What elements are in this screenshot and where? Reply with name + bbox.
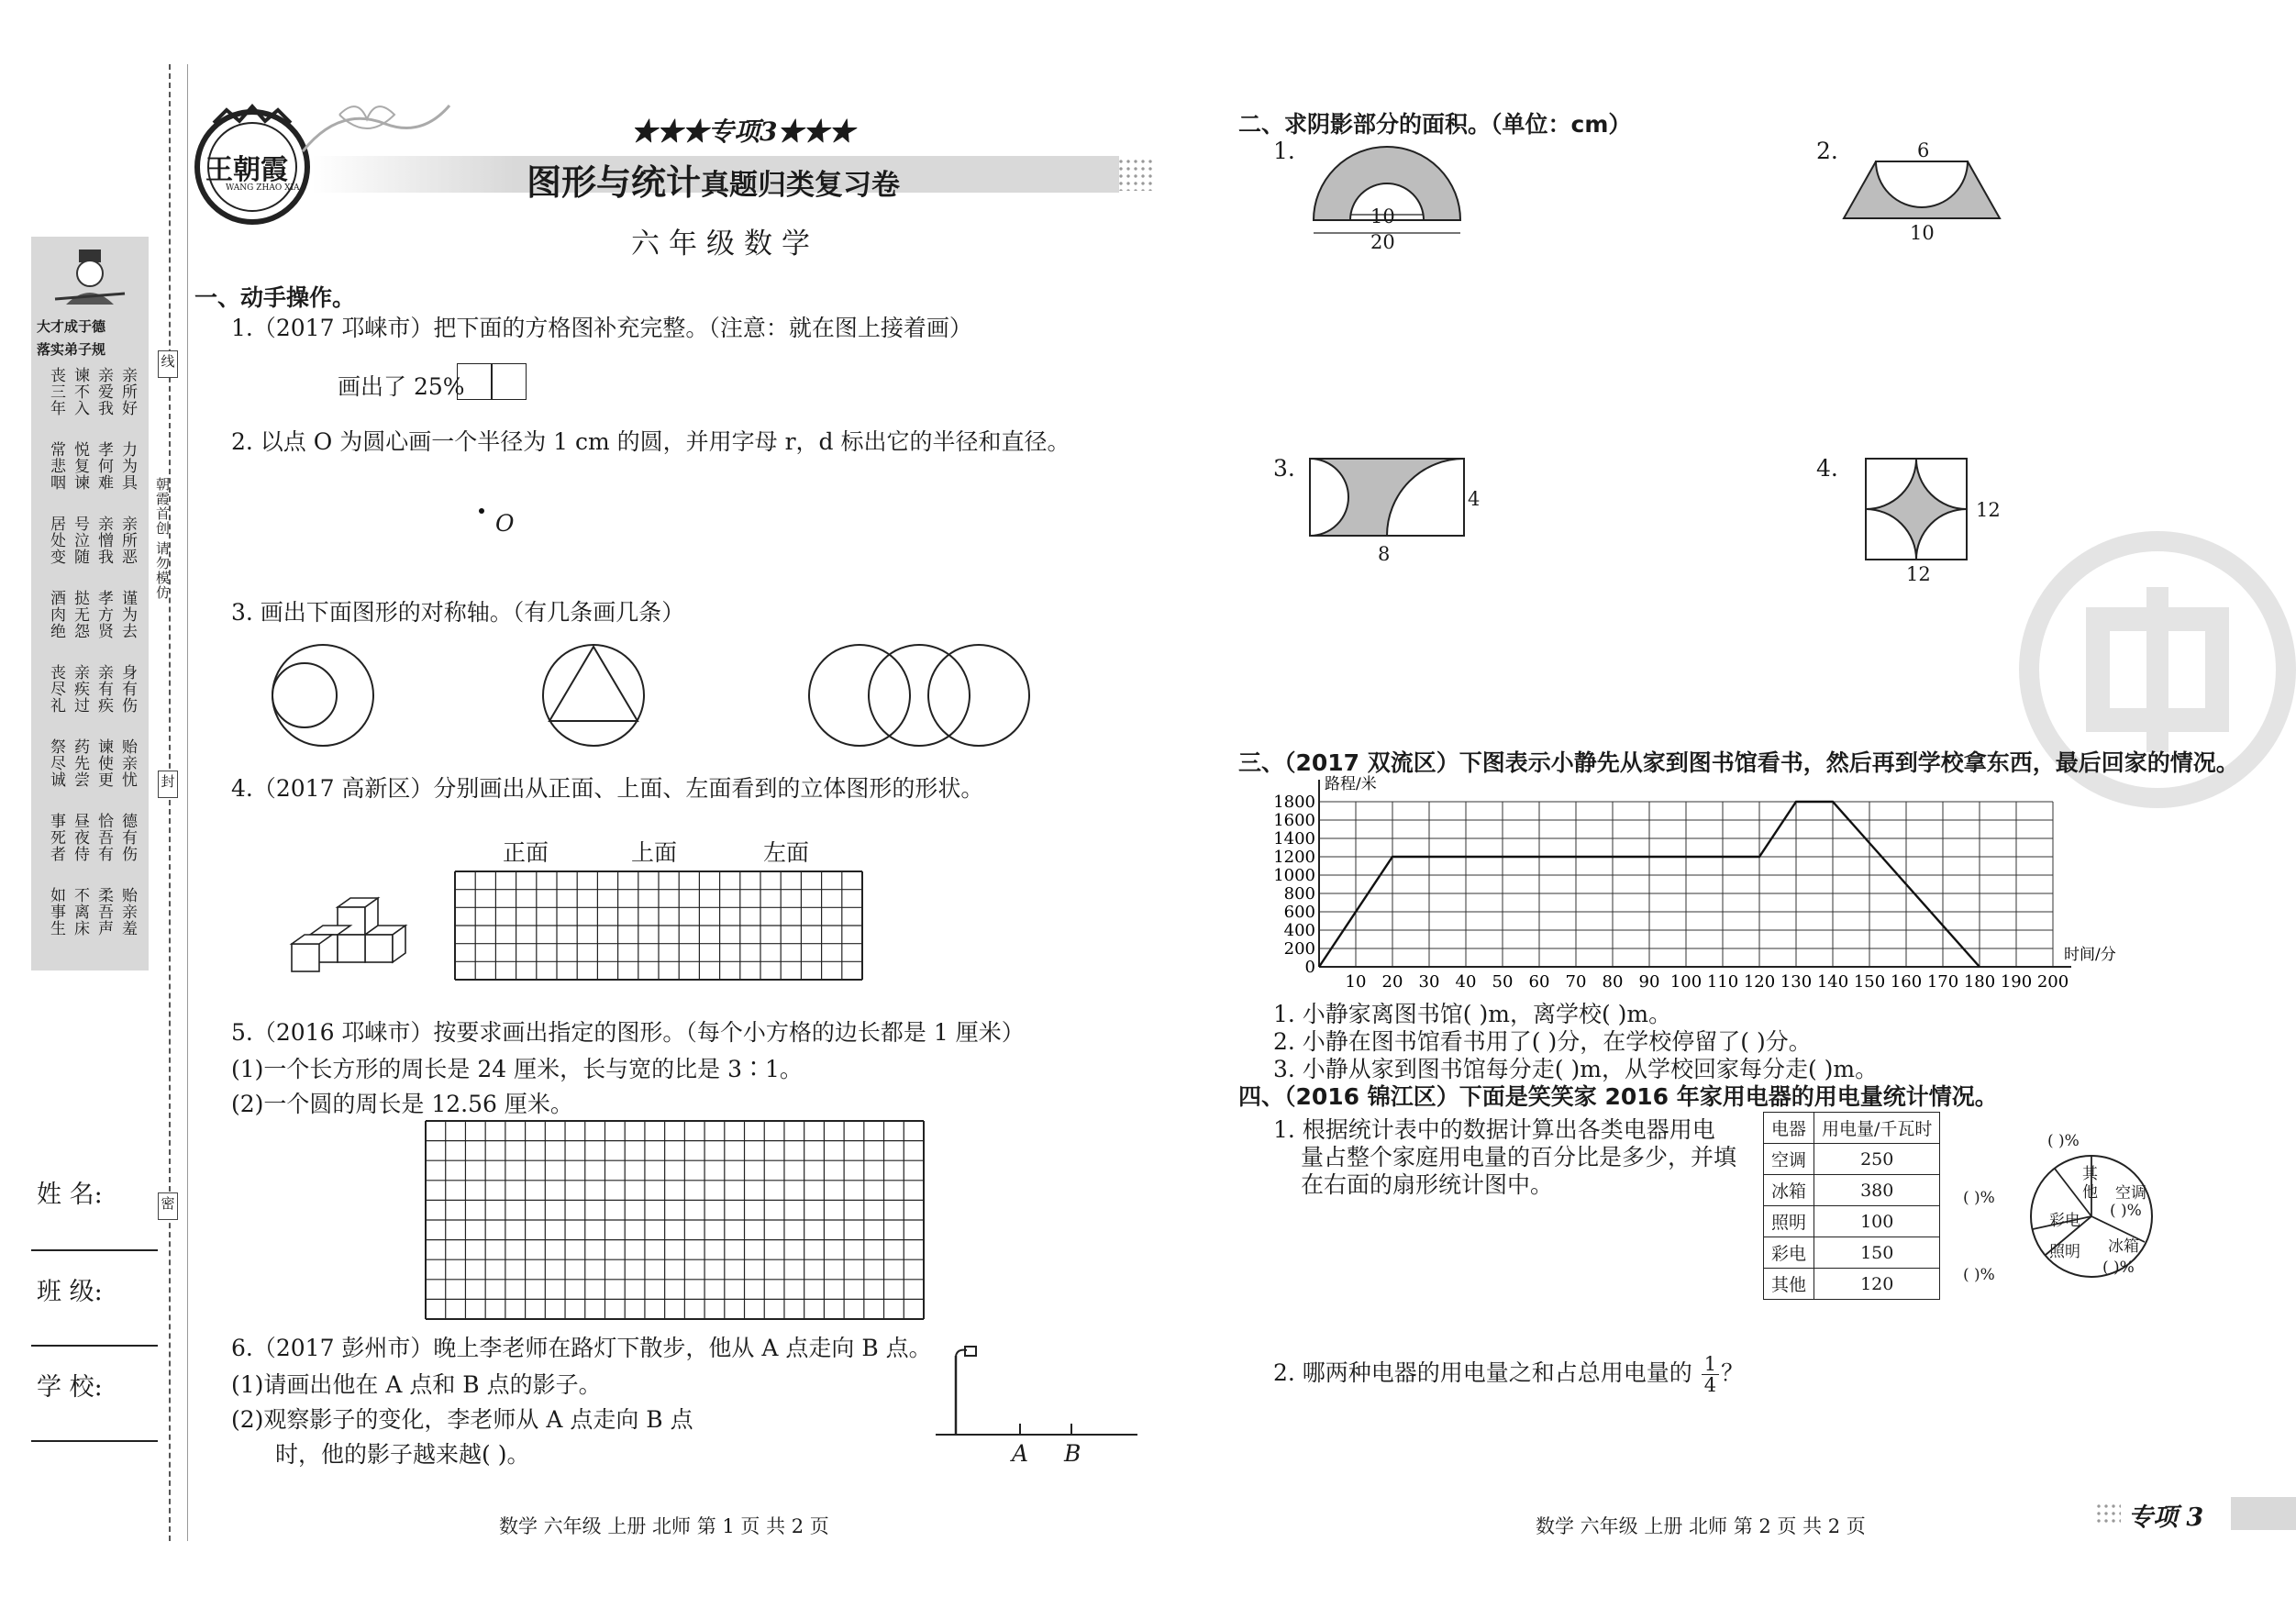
couplet-line: 酒肉绝 (47, 590, 65, 639)
q1-label: 画出了 25% (338, 373, 465, 400)
x-tick-label: 90 (1638, 972, 1660, 992)
seal-xian: 线 (158, 350, 178, 378)
q6-point-b: B (1064, 1440, 1081, 1467)
logo-text: 王朝霞 (205, 154, 288, 186)
x-tick-label: 80 (1602, 972, 1624, 992)
seal-feng: 封 (158, 771, 178, 798)
q6-street-lamp[interactable] (936, 1347, 1137, 1438)
x-tick-label: 40 (1455, 972, 1477, 992)
table-cell: 150 (1814, 1237, 1940, 1269)
couplet-line: 贻亲羞 (118, 887, 137, 937)
pie-pct-ac: ( )% (2110, 1202, 2142, 1220)
y-tick-label: 0 (1304, 958, 1315, 977)
name-field[interactable] (31, 1249, 158, 1251)
table-row (1764, 1237, 1940, 1269)
table-header-row (1764, 1113, 1940, 1144)
school-label: 学 校: (37, 1373, 103, 1402)
x-tick-label: 20 (1381, 972, 1403, 992)
x-tick-label: 170 (1926, 972, 1959, 992)
binding-line (169, 64, 171, 1541)
name-label: 姓 名: (37, 1181, 103, 1209)
couplet-line: 丧三年 (47, 367, 65, 416)
couplet-line: 亲疾过 (71, 664, 89, 714)
footer-left: 数学 六年级 上册 北师 第 1 页 共 2 页 (499, 1515, 829, 1537)
q1-grid[interactable] (457, 363, 527, 400)
mascot-illustration (46, 246, 134, 306)
electricity-table (1763, 1112, 1940, 1300)
table-header-cell: 电器 (1764, 1113, 1814, 1144)
fig4-square (1866, 459, 1969, 561)
couplet-line: 身有伤 (118, 664, 137, 714)
q1-text: 1.（2017 邛崃市）把下面的方格图补充完整。（注意：就在图上接着画） (231, 315, 972, 341)
fig4-height-label: 12 (1976, 499, 2001, 521)
fig2-num: 2. (1816, 138, 1838, 164)
y-tick-label: 400 (1283, 921, 1315, 940)
pie-label-other: 其他 (2082, 1165, 2098, 1202)
y-tick-label: 1000 (1273, 866, 1315, 885)
page-margin-line (187, 64, 188, 1541)
fig4-width-label: 12 (1906, 563, 1931, 585)
x-tick-label: 50 (1492, 972, 1514, 992)
fig3-num: 3. (1273, 455, 1295, 482)
couplet-line: 丧尽礼 (47, 664, 65, 714)
class-label: 班 级: (37, 1278, 103, 1306)
x-tick-label: 190 (2000, 972, 2033, 992)
s4-q1-line-1: 1. 根据统计表中的数据计算出各类电器用电 (1273, 1116, 1715, 1143)
table-row (1764, 1206, 1940, 1237)
section-4-title: 四、（2016 锦江区）下面是笑笑家 2016 年家用电器的用电量统计情况。 (1238, 1083, 1998, 1110)
y-tick-label: 1800 (1273, 793, 1315, 812)
couplet-line: 不离床 (71, 887, 89, 937)
y-tick-label: 200 (1283, 939, 1315, 959)
x-tick-label: 120 (1743, 972, 1776, 992)
q6-part-1: (1)请画出他在 A 点和 B 点的影子。 (231, 1371, 602, 1398)
couplet-line: 孝何难 (94, 441, 113, 491)
table-cell: 空调 (1764, 1144, 1814, 1175)
x-tick-label: 130 (1780, 972, 1813, 992)
grid-lines (426, 1121, 924, 1319)
x-tick-label: 150 (1853, 972, 1886, 992)
q4-cubes (292, 894, 411, 977)
couplet-line: 谏使更 (94, 738, 113, 788)
q2-point (479, 508, 484, 514)
couplet-line: 亲憎我 (94, 516, 113, 565)
q5-part-2: (2)一个圆的周长是 12.56 厘米。 (231, 1091, 573, 1117)
grid-lines (455, 871, 862, 980)
fig4-num: 4. (1816, 455, 1838, 482)
section-3-title: 三、（2017 双流区）下图表示小静先从家到图书馆看书，然后再到学校拿东西，最后回家的情况。 (1238, 749, 2239, 776)
pie-pct-other: ( )% (2047, 1132, 2080, 1150)
couplet-line: 亲所恶 (118, 516, 137, 565)
seal-mi: 密 (158, 1192, 178, 1220)
table-row (1764, 1175, 1940, 1206)
page-subtitle: 六年级数学 (631, 227, 819, 261)
couplet-line: 亲有疾 (94, 664, 113, 714)
corner-label: 专项 3 (2128, 1503, 2204, 1532)
couplet-line: 谨为去 (118, 590, 137, 639)
y-tick-label: 800 (1283, 884, 1315, 904)
logo-subtext: WANG ZHAO XIA (226, 183, 300, 193)
sidebar-couplets (40, 367, 141, 963)
s4-q1-line-2: 量占整个家庭用电量的百分比是多少，并填 (1301, 1144, 1737, 1170)
couplet-line: 药先尝 (71, 738, 89, 788)
x-tick-label: 100 (1669, 972, 1703, 992)
school-field[interactable] (31, 1440, 158, 1442)
couplet-line: 贻亲忧 (118, 738, 137, 788)
s3-question-2: 2. 小静在图书馆看书用了( )分，在学校停留了( )分。 (1273, 1028, 1812, 1055)
y-tick-label: 1400 (1273, 829, 1315, 848)
x-tick-label: 60 (1528, 972, 1550, 992)
pie-pct-fridge: ( )% (2102, 1259, 2135, 1277)
x-tick-label: 180 (1963, 972, 1996, 992)
corner-dots (2095, 1503, 2121, 1526)
couplet-line: 亲爱我 (94, 367, 113, 416)
couplet-line: 力为具 (118, 441, 137, 491)
sidebar-motto-1: 大才成于德 (37, 318, 106, 335)
couplet-line: 谏不入 (71, 367, 89, 416)
x-tick-label: 30 (1418, 972, 1440, 992)
fig1-num: 1. (1273, 138, 1295, 164)
q6-point-a: A (1012, 1440, 1029, 1467)
q6-part-3: 时，他的影子越来越( )。 (275, 1441, 530, 1468)
q2-text: 2. 以点 O 为圆心画一个半径为 1 cm 的圆，并用字母 r，d 标出它的半径和直径。 (231, 428, 1070, 455)
fig1-inner-diameter: 10 (1370, 205, 1395, 227)
x-tick-label: 70 (1565, 972, 1587, 992)
q4-text: 4.（2017 高新区）分别画出从正面、上面、左面看到的立体图形的形状。 (231, 775, 984, 802)
y-tick-label: 1600 (1273, 811, 1315, 830)
couplet-line: 号泣随 (71, 516, 89, 565)
couplet-line: 挞无怨 (71, 590, 89, 639)
ribbon-decoration (303, 96, 449, 161)
s3-question-1: 1. 小静家离图书馆( )m，离学校( )m。 (1273, 1001, 1672, 1027)
corner-band (2231, 1497, 2296, 1530)
fig3-height-label: 4 (1468, 488, 1481, 510)
footer-right: 数学 六年级 上册 北师 第 2 页 共 2 页 (1536, 1515, 1866, 1537)
table-cell: 彩电 (1764, 1237, 1814, 1269)
y-axis-label: 路程/米 (1325, 775, 1377, 793)
sidebar-motto-2: 落实弟子规 (37, 341, 106, 358)
pie-label-fridge: 冰箱 (2108, 1237, 2139, 1256)
q4-view-front: 正面 (503, 839, 549, 866)
q3-text: 3. 画出下面图形的对称轴。（有几条画几条） (231, 599, 685, 626)
x-tick-label: 110 (1706, 972, 1739, 992)
pie-pct-lighting: ( )% (1963, 1266, 1995, 1284)
s3-question-3: 3. 小静从家到图书馆每分走( )m，从学校回家每分走( )m。 (1273, 1056, 1879, 1082)
couplet-line: 柔吾声 (94, 887, 113, 937)
q4-view-left: 左面 (763, 839, 810, 866)
table-header-cell: 用电量/千瓦时 (1814, 1113, 1940, 1144)
x-tick-label: 160 (1890, 972, 1923, 992)
couplet-line: 德有伤 (118, 813, 137, 862)
couplet-line: 事死者 (47, 813, 65, 862)
fig2-top-label: 6 (1917, 139, 1930, 161)
y-tick-label: 1200 (1273, 848, 1315, 867)
fig2-trapezoid (1844, 158, 2004, 222)
s4-q1-line-3: 在右面的扇形统计图中。 (1301, 1171, 1554, 1198)
couplet-line: 悦复谏 (71, 441, 89, 491)
table-cell: 100 (1814, 1206, 1940, 1237)
page-title: 图形与统计真题归类复习卷 (527, 162, 901, 203)
pie-pct-tv: ( )% (1963, 1189, 1995, 1207)
pie-label-tv: 彩电 (2049, 1212, 2080, 1230)
table-cell: 250 (1814, 1144, 1940, 1175)
table-row (1764, 1269, 1940, 1300)
couplet-line: 如事生 (47, 887, 65, 937)
fig3-width-label: 8 (1378, 543, 1391, 565)
table-cell: 冰箱 (1764, 1175, 1814, 1206)
title-band-dots (1117, 158, 1152, 191)
s4-question-2: 2. 哪两种电器的用电量之和占总用电量的 $\frac{1}{4}$ ？ (1273, 1353, 1745, 1396)
table-cell: 其他 (1764, 1269, 1814, 1300)
table-row (1764, 1144, 1940, 1175)
class-field[interactable] (31, 1345, 158, 1347)
distance-time-chart (1266, 769, 2116, 998)
q2-point-label: O (495, 510, 515, 537)
pie-label-ac: 空调 (2115, 1184, 2146, 1203)
x-axis-label: 时间/分 (2064, 946, 2116, 964)
table-cell: 照明 (1764, 1206, 1814, 1237)
couplet-line: 常悲咽 (47, 441, 65, 491)
fig2-bottom-label: 10 (1910, 222, 1935, 244)
couplet-line: 亲所好 (118, 367, 137, 416)
couplet-line: 孝方贤 (94, 590, 113, 639)
copyright-note: 朝霞首创 请勿模仿 (154, 477, 171, 600)
couplet-line: 昼夜侍 (71, 813, 89, 862)
x-tick-label: 140 (1816, 972, 1849, 992)
couplet-line: 恰吾有 (94, 813, 113, 862)
table-cell: 380 (1814, 1175, 1940, 1206)
pie-label-lighting: 照明 (2049, 1243, 2080, 1261)
y-tick-label: 600 (1283, 903, 1315, 922)
q6-text: 6.（2017 彭州市）晚上李老师在路灯下散步，他从 A 点走向 B 点。 (231, 1335, 932, 1361)
section-2-title: 二、求阴影部分的面积。（单位：cm） (1238, 111, 1632, 138)
fig1-outer-diameter: 20 (1370, 231, 1395, 253)
x-tick-label: 200 (2036, 972, 2069, 992)
fig3-rectangle (1310, 459, 1466, 538)
table-cell: 120 (1814, 1269, 1940, 1300)
q5-text: 5.（2016 邛崃市）按要求画出指定的图形。（每个小方格的边长都是 1 厘米） (231, 1019, 1025, 1046)
q5-drawing-grid[interactable] (426, 1121, 924, 1319)
q5-part-1: (1)一个长方形的周长是 24 厘米，长与宽的比是 3∶1。 (231, 1056, 803, 1082)
q6-part-2: (2)观察影子的变化，李老师从 A 点走向 B 点 (231, 1406, 693, 1433)
couplet-line: 居处变 (47, 516, 65, 565)
section-1-title: 一、动手操作。 (194, 284, 356, 311)
q4-drawing-grid[interactable] (455, 871, 862, 980)
x-tick-label: 10 (1345, 972, 1367, 992)
q3-figures[interactable] (266, 642, 1018, 752)
section-badge: ★★★专项3★★★ (631, 116, 855, 147)
couplet-line: 祭尽诚 (47, 738, 65, 788)
q4-view-top: 上面 (631, 839, 678, 866)
